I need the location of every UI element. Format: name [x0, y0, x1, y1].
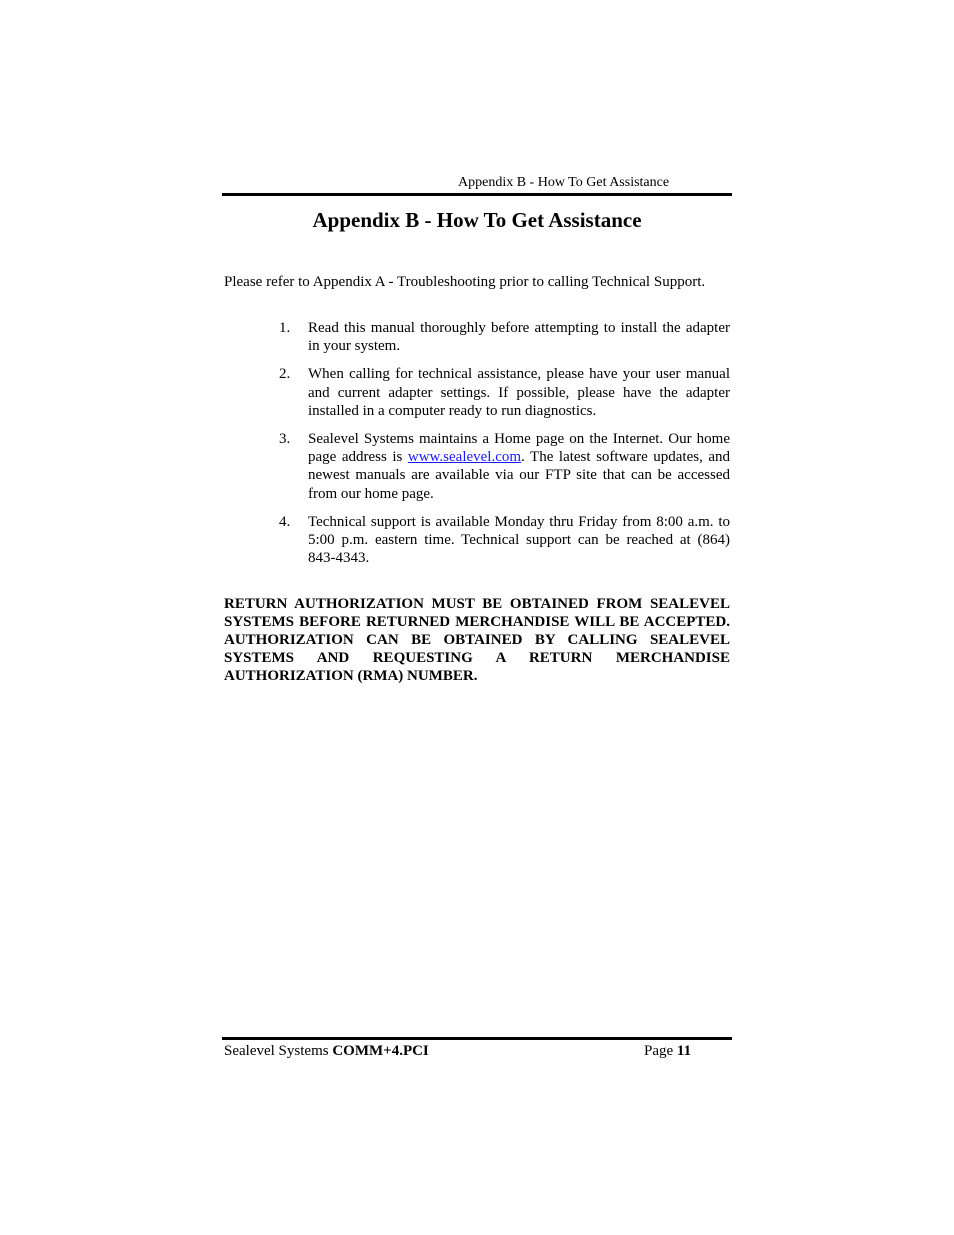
footer-rule	[222, 1037, 732, 1040]
list-item	[224, 513, 730, 568]
list-item-text: Read this manual thoroughly before attempting to install the adapter in your system.	[308, 320, 730, 355]
list-item-text: Technical support is available Monday thru Friday from 8:00 a.m. to 5:00 p.m. eastern time. Technical support can be reached at (864) 843-4343.	[308, 513, 730, 567]
list-item	[224, 430, 730, 503]
list-item	[224, 365, 730, 420]
page-title: Appendix B - How To Get Assistance	[312, 208, 642, 232]
list-item-text: When calling for technical assistance, please have your user manual and current adapter settings. If possible, please have the adapter installed in a computer ready to run diagnostics.	[308, 366, 730, 419]
footer-product	[224, 1042, 429, 1060]
list-item-number: 1.	[279, 320, 291, 336]
list-item	[224, 319, 730, 355]
footer-page-number: 11	[676, 1043, 692, 1059]
assistance-steps-list	[224, 319, 730, 577]
list-item-number: 4.	[279, 513, 291, 530]
header-rule	[222, 193, 732, 196]
list-item-number: 3.	[279, 431, 291, 448]
footer-page-label: Page	[644, 1043, 674, 1059]
list-item-text-before-link: Sealevel Systems maintains a Home page on the Internet. Our home page address is	[308, 431, 730, 466]
sealevel-website-link[interactable]: www.sealevel.com	[407, 449, 522, 466]
rma-notice: RETURN AUTHORIZATION MUST BE OBTAINED FROM SEALEVEL SYSTEMS BEFORE RETURNED MERCHANDISE WILL BE ACCEPTED. AUTHORIZATION CAN BE OBTAINED BY CALLING SEALEVEL SYSTEMS AND REQUESTING A RETURN MERCHANDISE AUTHORIZATION (RMA) NUMBER.	[224, 596, 730, 684]
list-item-number: 2.	[279, 366, 291, 383]
footer-page	[644, 1042, 691, 1060]
list-item-text	[308, 431, 730, 502]
list-item-text-after-link: . The latest software updates, and newest manuals are available via our FTP site that can be accessed from our home page.	[308, 449, 730, 502]
intro-paragraph: Please refer to Appendix A - Troubleshooting prior to calling Technical Support.	[224, 274, 706, 290]
running-header: Appendix B - How To Get Assistance	[458, 175, 670, 190]
footer-company: Sealevel Systems	[224, 1043, 329, 1059]
footer-product-name: COMM+4.PCI	[332, 1043, 429, 1059]
